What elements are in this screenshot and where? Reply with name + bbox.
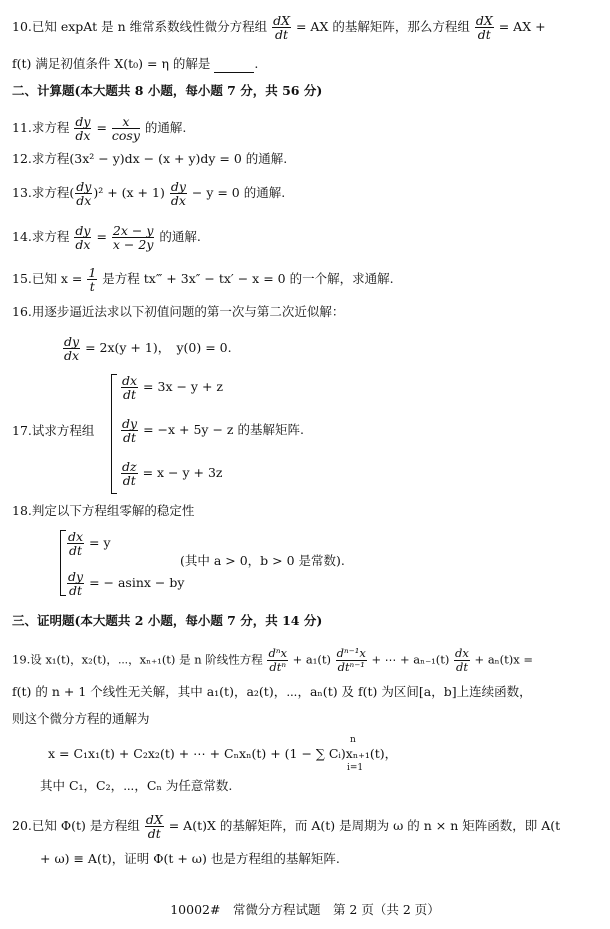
question-19-formula: x = C₁x₁(t) + C₂x₂(t) + ⋯ + Cₙxₙ(t) + (1 − ∑ Cᵢ)xₙ₊₁(t)， (48, 746, 398, 761)
fraction-dz-dt: $\frac{dz}{dt}$ (122, 459, 137, 488)
fraction-dy-dx-13a: $\frac{dy}{dx}$ (76, 179, 92, 208)
q10-text-c: = AX + (498, 19, 546, 34)
question-10-line2: f(t) 满足初值条件 X(t₀) = η 的解是 . (12, 56, 259, 71)
fraction-dy-dx-13b: $\frac{dy}{dx}$ (170, 179, 186, 208)
fraction-dy-dt-18: $\frac{dy}{dt}$ (68, 569, 84, 598)
fraction-x-cosy: $\frac{x}{\cos y}$ (111, 114, 140, 143)
q18-row2: $\frac{dy}{dt}$ = − asinx − by (68, 569, 185, 598)
sum-lower-limit: i=1 (347, 763, 364, 773)
q10-text-d: f(t) 满足初值条件 X(t₀) = η 的解是 (12, 56, 211, 71)
question-19-line3: 则这个微分方程的通解为 (12, 711, 150, 726)
q18-note: (其中 a > 0，b > 0 是常数). (180, 553, 345, 568)
question-14: 14.求方程 $\frac{dy}{dx}$ = $\frac{2x - y}{x - 2y}$ 的通解. (12, 223, 201, 252)
question-13: 13.求方程( $\frac{dy}{dx}$ )² + (x + 1) $\frac{dy}{dx}$ − y = 0 的通解. (12, 179, 286, 208)
question-12: 12.求方程(3x² − y)dx − (x + y)dy = 0 的通解. (12, 151, 288, 166)
fraction-dy-dx: $\frac{dy}{dx}$ (75, 114, 91, 143)
fraction-dX-dt-20: $\frac{dX}{dt}$ (145, 812, 163, 841)
fraction-dy-dx-14: $\frac{dy}{dx}$ (75, 223, 91, 252)
q10-text-b: = AX 的基解矩阵，那么方程组 (295, 19, 470, 34)
question-19-line5: 其中 C₁，C₂，⋯，Cₙ 为任意常数. (40, 778, 233, 793)
fraction-dy-dt: $\frac{dy}{dt}$ (122, 416, 138, 445)
question-16: 16.用逐步逼近法求以下初值问题的第一次与第二次近似解： (12, 304, 345, 319)
q17-row2: $\frac{dy}{dt}$ = −x + 5y − z 的基解矩阵. (122, 416, 304, 445)
fraction-dx-dt-18: $\frac{dx}{dt}$ (68, 529, 84, 558)
fraction-dn1x-dtn1: dⁿ⁻¹x dtⁿ⁻¹ (336, 646, 366, 674)
question-18: 18.判定以下方程组零解的稳定性 (12, 503, 195, 518)
question-11: 11.求方程 $\frac{dy}{dx}$ = $\frac{x}{\cos y}$ 的通解. (12, 114, 187, 143)
fraction-q14-rhs: $\frac{2x - y}{x - 2y}$ (112, 223, 154, 252)
fraction-dx-dt: $\frac{dx}{dt}$ (122, 373, 138, 402)
q17-row1: $\frac{dx}{dt}$ = 3x − y + z (122, 373, 223, 402)
question-20-line1: 20.已知 Φ(t) 是方程组 $\frac{dX}{dt}$ = A(t)X 的基解矩阵，而 A(t) 是周期为 ω 的 n × n 矩阵函数，即 A(t (12, 812, 561, 841)
fraction-dX-dt: $\frac{dX}{dt}$ (273, 13, 290, 42)
question-19-line2: f(t) 的 n + 1 个线性无关解，其中 a₁(t)，a₂(t)，⋯，aₙ(t) 及 f(t) 为区间[a，b]上连续函数， (12, 684, 532, 699)
answer-blank[interactable] (214, 60, 254, 73)
section-2-heading: 二、计算题(本大题共 8 小题，每小题 7 分，共 56 分) (12, 83, 323, 98)
question-16-equation: $\frac{dy}{dx}$ = 2x(y + 1)， y(0) = 0. (64, 334, 232, 363)
question-10-line1 (12, 14, 602, 41)
fraction-dnx-dtn: dⁿx dtⁿ (268, 646, 287, 674)
fraction-dx-dt-19: $\frac{dx}{dt}$ (455, 646, 469, 674)
page-footer: 10002# 常微分方程试题 第 2 页（共 2 页） (170, 902, 440, 917)
question-20-line2: + ω) ≡ A(t)，证明 Φ(t + ω) 也是方程组的基解矩阵. (40, 851, 340, 866)
fraction-dX-dt-2: $\frac{dX}{dt}$ (475, 13, 493, 42)
q17-row3: $\frac{dz}{dt}$ = x − y + 3z (122, 459, 223, 488)
question-15: 15.已知 x = $\frac{1}{t}$ 是方程 tx‴ + 3x″ − tx′ − x = 0 的一个解，求通解. (12, 265, 394, 294)
sum-upper-limit: n (350, 735, 356, 745)
question-19-line1: 19.设 x₁(t)，x₂(t)，⋯，xₙ₊₁(t) 是 n 阶线性方程 dⁿx dtⁿ + a₁(t) dⁿ⁻¹x dtⁿ⁻¹ + ⋯ + aₙ₋₁(t) $\frac{dx}{dt}$ + aₙ(t)x = (12, 646, 534, 674)
fraction-dy-dx-16: $\frac{dy}{dx}$ (64, 334, 80, 363)
section-3-heading: 三、证明题(本大题共 2 小题，每小题 7 分，共 14 分) (12, 613, 323, 628)
q18-row1: $\frac{dx}{dt}$ = y (68, 529, 111, 558)
fraction-1-t: $\frac{1}{t}$ (88, 265, 97, 294)
question-17: 17.试求方程组 (12, 423, 95, 438)
q10-text: 10.已知 expAt 是 n 维常系数线性微分方程组 (12, 19, 268, 34)
